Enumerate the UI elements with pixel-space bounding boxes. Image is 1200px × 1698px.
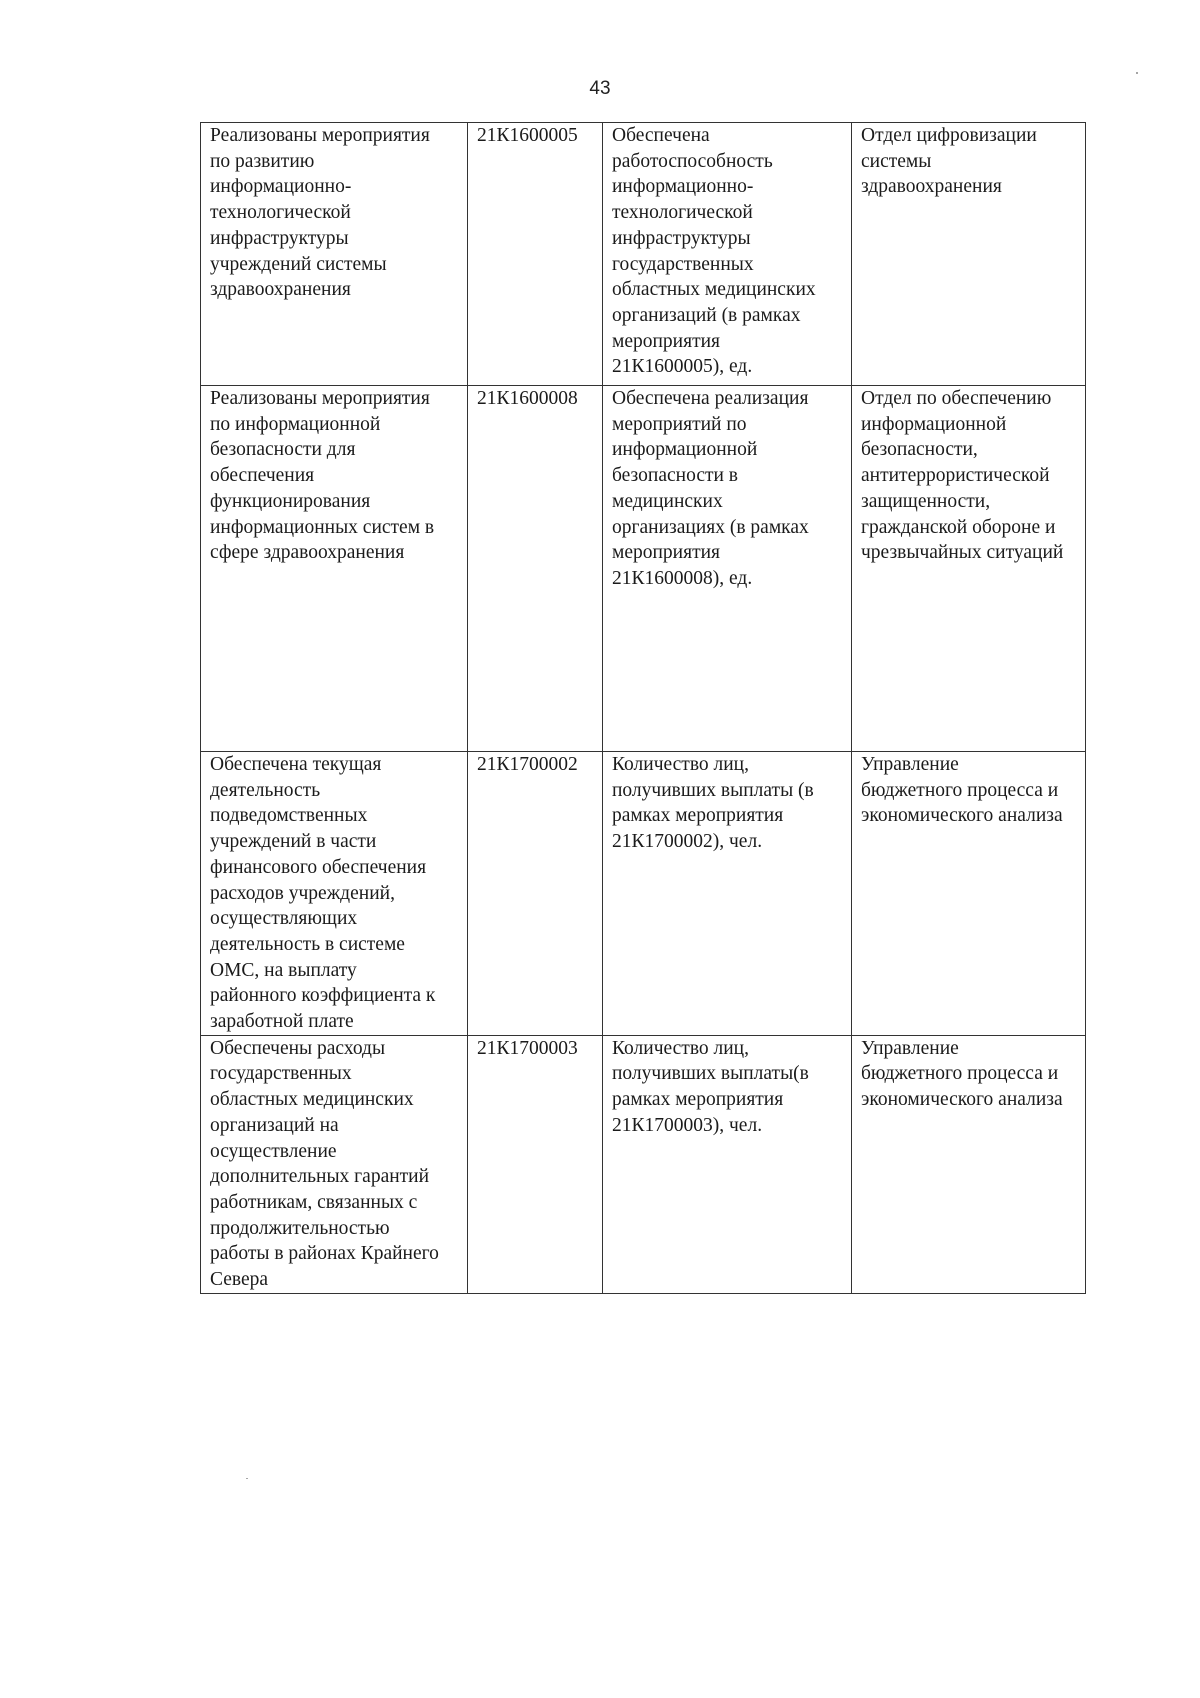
activity-cell: Реализованы мероприятия по информационной безопасности для обеспечения функционирования информационных систем в сфере здравоохранения (201, 386, 468, 752)
department-cell: Отдел по обеспечению информационной безопасности, антитеррористической защищенности, гражданской обороне и чрезвычайных ситуаций (852, 386, 1086, 752)
department-cell: Отдел цифровизации системы здравоохранения (852, 123, 1086, 386)
result-cell: Обеспечена работоспособность информационно- технологической инфраструктуры государственных областных медицинских организаций (в рамках мероприятия 21К1600005), ед. (603, 123, 852, 386)
department-cell: Управление бюджетного процесса и экономического анализа (852, 1035, 1086, 1293)
code-cell: 21К1600008 (468, 386, 603, 752)
result-cell: Количество лиц, получивших выплаты(в рамках мероприятия 21К1700003), чел. (603, 1035, 852, 1293)
activity-cell: Реализованы мероприятия по развитию информационно- технологической инфраструктуры учреждений системы здравоохранения (201, 123, 468, 386)
code-cell: 21К1700002 (468, 752, 603, 1036)
table-row (201, 386, 1086, 752)
page-number: 43 (589, 78, 611, 99)
table-row (201, 752, 1086, 1036)
result-cell: Количество лиц, получивших выплаты (в рамках мероприятия 21К1700002), чел. (603, 752, 852, 1036)
activity-cell: Обеспечена текущая деятельность подведомственных учреждений в части финансового обеспечения расходов учреждений, осуществляющих деятельность в системе ОМС, на выплату районного коэффициента к заработной плате (201, 752, 468, 1036)
table-row (201, 1035, 1086, 1293)
activities-table (200, 122, 1086, 1294)
activity-cell: Обеспечены расходы государственных областных медицинских организаций на осуществление дополнительных гарантий работникам, связанных с продолжительностью работы в районах Крайнего Севера (201, 1035, 468, 1293)
result-cell: Обеспечена реализация мероприятий по информационной безопасности в медицинских организациях (в рамках мероприятия 21К1600008), ед. (603, 386, 852, 752)
table-row (201, 123, 1086, 386)
code-cell: 21К1600005 (468, 123, 603, 386)
department-cell: Управление бюджетного процесса и экономического анализа (852, 752, 1086, 1036)
code-cell: 21К1700003 (468, 1035, 603, 1293)
scan-speck (1136, 72, 1138, 74)
scan-speck (246, 1478, 248, 1479)
